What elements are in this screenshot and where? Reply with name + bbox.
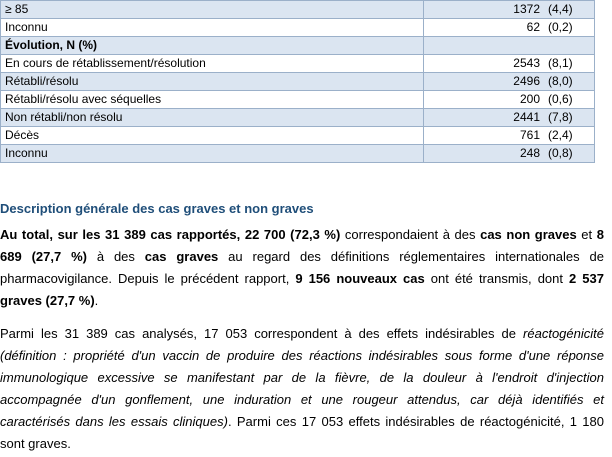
row-count: 200 bbox=[519, 92, 540, 106]
stats-table bbox=[0, 0, 595, 163]
row-count: 1372 bbox=[513, 2, 540, 16]
row-value-cell bbox=[423, 127, 594, 145]
row-percent: (0,6) bbox=[548, 92, 573, 106]
table-row bbox=[1, 73, 595, 91]
stats-table-body bbox=[1, 1, 595, 163]
row-label: Non rétabli/non résolu bbox=[1, 109, 424, 127]
row-percent: (8,1) bbox=[548, 56, 573, 70]
row-count: 2496 bbox=[513, 74, 540, 88]
row-value-cell bbox=[423, 73, 594, 91]
row-value-cell bbox=[423, 19, 594, 37]
row-label: En cours de rétablissement/résolution bbox=[1, 55, 424, 73]
row-count: 2543 bbox=[513, 56, 540, 70]
row-label: Décès bbox=[1, 127, 424, 145]
row-label: ≥ 85 bbox=[1, 1, 424, 19]
row-percent: (2,4) bbox=[548, 128, 573, 142]
row-value-cell bbox=[423, 109, 594, 127]
row-value-cell bbox=[423, 1, 594, 19]
paragraph-reactogenicity bbox=[0, 323, 604, 455]
row-label: Rétabli/résolu bbox=[1, 73, 424, 91]
row-percent: (0,2) bbox=[548, 20, 573, 34]
table-row bbox=[1, 91, 595, 109]
table-row bbox=[1, 37, 595, 55]
paragraph-summary bbox=[0, 224, 604, 312]
row-percent: (8,0) bbox=[548, 74, 573, 88]
row-value-cell bbox=[423, 37, 594, 55]
summary-new-cases: 9 156 nouveaux cas bbox=[295, 271, 425, 286]
summary-text: ont été transmis, dont bbox=[424, 271, 570, 286]
summary-grave-label: cas graves bbox=[144, 249, 219, 264]
row-percent: (0,8) bbox=[548, 146, 573, 160]
table-row bbox=[1, 19, 595, 37]
table-row bbox=[1, 145, 595, 163]
row-percent: (4,4) bbox=[548, 2, 573, 16]
summary-text: au regard des définitions réglementaires internationales de pharmacovigilance. Depuis le précédent rapport, bbox=[0, 249, 604, 286]
row-count: 761 bbox=[519, 128, 540, 142]
row-value-cell bbox=[423, 145, 594, 163]
reacto-text: Parmi les 31 389 cas analysés, 17 053 correspondent à des effets indésirables de bbox=[0, 326, 524, 341]
section-title: Description générale des cas graves et non graves bbox=[0, 201, 314, 216]
table-row bbox=[1, 109, 595, 127]
reacto-definition: réactogénicité (définition : propriété d'un vaccin de produire des réactions indésirables sous forme d'une réponse immunologique excessive se manifestant par de la fièvre, de la douleur à l'endroit d'injection accompagnée d'un gonflement, une induration et une rougeur attendus, car déjà identifiés et caractérisés dans les essais cliniques) bbox=[0, 326, 604, 429]
row-label: Rétabli/résolu avec séquelles bbox=[1, 91, 424, 109]
summary-text: correspondaient à des bbox=[340, 227, 481, 242]
row-label: Inconnu bbox=[1, 19, 424, 37]
row-count: 248 bbox=[519, 146, 540, 160]
table-row bbox=[1, 127, 595, 145]
summary-text: . bbox=[94, 293, 99, 308]
summary-text: à des bbox=[86, 249, 145, 264]
summary-new-grave: 2 537 graves (27,7 %) bbox=[0, 271, 604, 308]
table-row bbox=[1, 1, 595, 19]
summary-grave-count: 8 689 (27,7 %) bbox=[0, 227, 604, 264]
reacto-text: . Parmi ces 17 053 effets indésirables de réactogénicité, 1 180 sont graves. bbox=[0, 414, 604, 451]
row-value-cell bbox=[423, 55, 594, 73]
row-count: 2441 bbox=[513, 110, 540, 124]
summary-nongrave-label: cas non graves bbox=[480, 227, 577, 242]
table-row bbox=[1, 55, 595, 73]
summary-text: et bbox=[576, 227, 597, 242]
row-percent: (7,8) bbox=[548, 110, 573, 124]
summary-total-text: Au total, sur les 31 389 cas rapportés, 22 700 (72,3 %) bbox=[0, 227, 341, 242]
row-count: 62 bbox=[526, 20, 540, 34]
row-value-cell bbox=[423, 91, 594, 109]
row-label: Évolution, N (%) bbox=[1, 37, 424, 55]
row-label: Inconnu bbox=[1, 145, 424, 163]
